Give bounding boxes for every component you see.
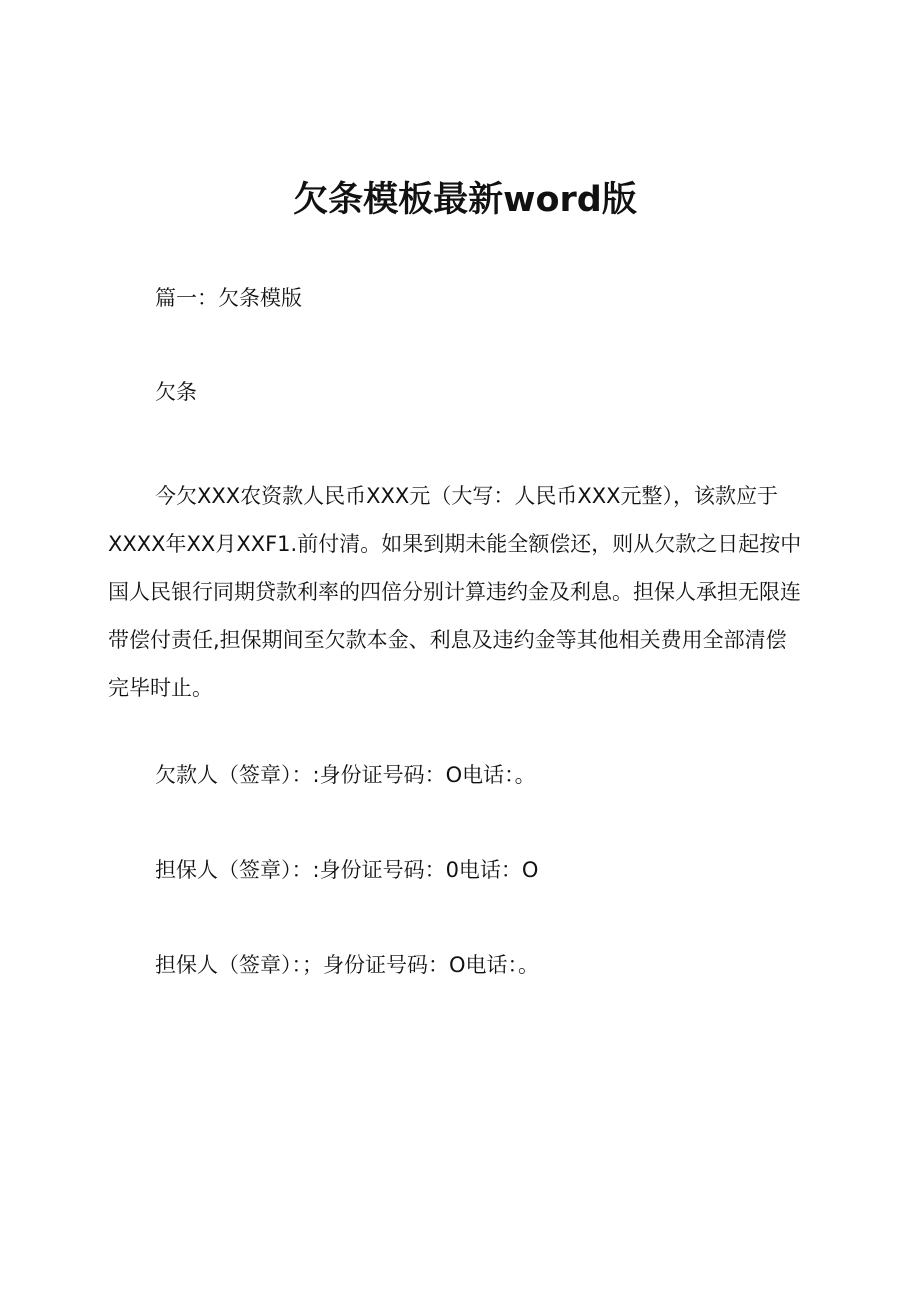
document-title: 欠条模板最新word版 [293,180,637,220]
body-line: 国人民银行同期贷款利率的四倍分别计算违约金及利息。担保人承担无限连 [108,580,801,604]
guarantor-signature-line-2: 担保人（签章）：；身份证号码：O电话：。 [155,953,540,977]
iou-body-paragraph [108,472,828,712]
debtor-signature-line: 欠款人（签章）：:身份证号码：O电话：。 [155,763,536,787]
iou-heading: 欠条 [155,380,197,404]
body-line: 今欠XXX农资款人民币XXX元（大写：人民币XXX元整），该款应于 [155,484,778,508]
body-line: 完毕时止。 [108,676,213,700]
section-heading: 篇一：欠条模版 [155,286,302,310]
guarantor-signature-line-1: 担保人（签章）：:身份证号码：0电话：O [155,858,539,882]
body-line: XXXX年XX月XXF1.前付清。如果到期未能全额偿还，则从欠款之日起按中 [108,532,802,556]
body-line: 带偿付责任,担保期间至欠款本金、利息及违约金等其他相关费用全部清偿 [108,628,787,652]
